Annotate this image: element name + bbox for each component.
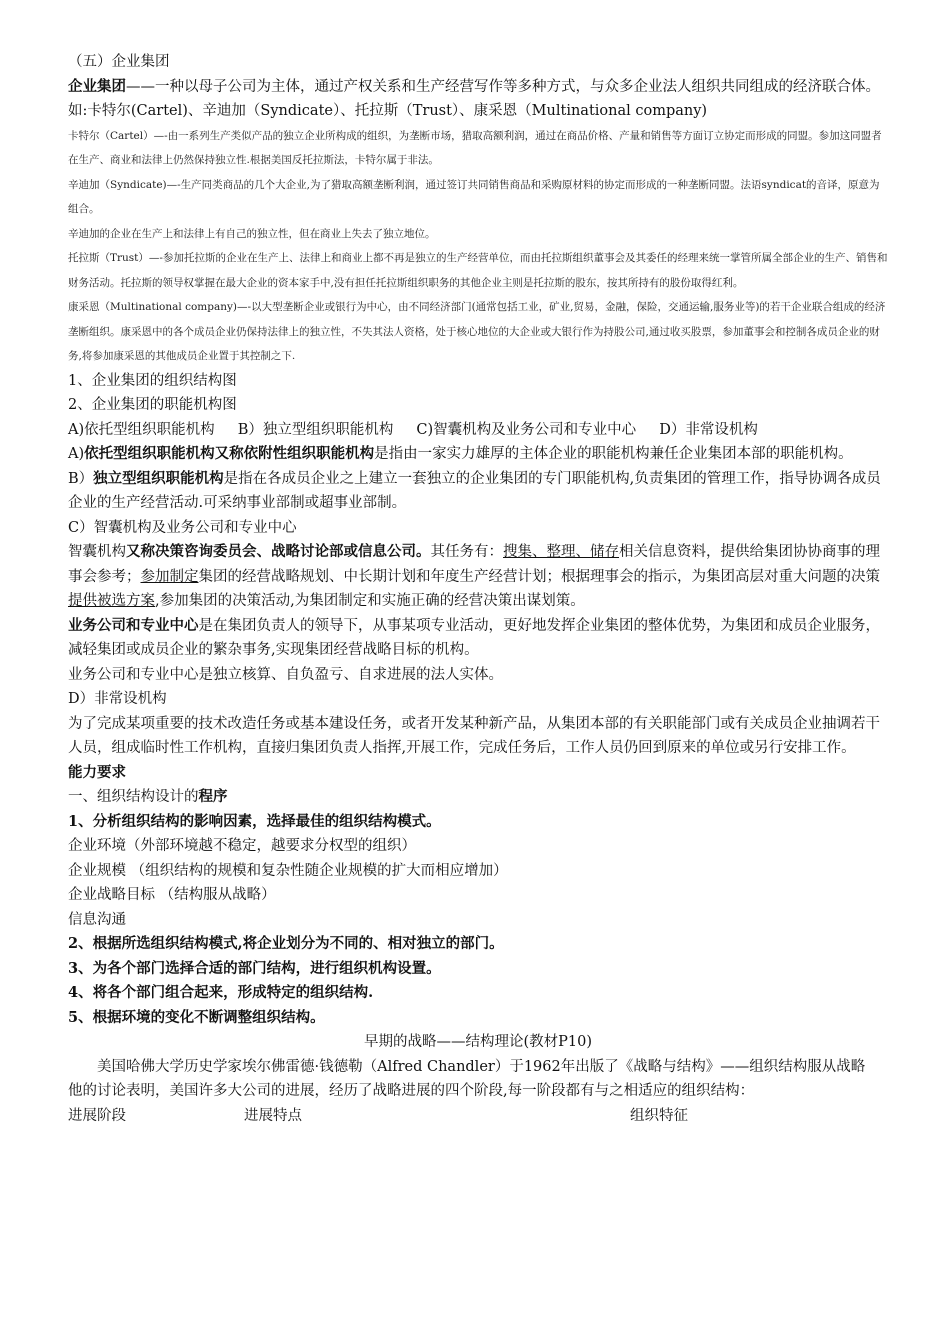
section-d-text: 为了完成某项重要的技术改造任务或基本建设任务，或者开发某种新产品，从集团本部的有关职能部门或有关成员企业抽调若干人员，组成临时性工作机构，直接归集团负责人指挥,开展工作，完成任务后，工作人员仍回到原来的单位或另行安排工作。 — [68, 715, 880, 756]
func-chart-item: 2、企业集团的职能机构图 — [68, 397, 237, 413]
section-title: （五）企业集团 — [68, 54, 170, 70]
factor-strategy: 企业战略目标 （结构服从战略） — [68, 887, 276, 903]
think-tank-tasks-label: 其任务有： — [430, 544, 503, 560]
section-b-prefix: B） — [68, 470, 94, 487]
step-5: 5、根据环境的变化不断调整组织结构。 — [68, 1008, 325, 1026]
business-company-term: 业务公司和专业中心 — [68, 616, 199, 634]
factor-scale: 企业规模 （组织结构的规模和复杂性随企业规模的扩大而相应增加） — [68, 862, 508, 879]
think-tank-paragraph — [68, 540, 888, 614]
option-b: B）独立型组织职能机构 — [237, 421, 394, 438]
think-tank-term: 智囊机构 — [68, 544, 126, 560]
business-company-note: 业务公司和专业中心是独立核算、自负盈亏、自求进展的法人实体。 — [68, 666, 503, 683]
factor-environment: 企业环境（外部环境越不稳定，越要求分权型的组织） — [68, 838, 416, 854]
section-a-paragraph — [68, 442, 888, 467]
step-2: 2、根据所选组织结构模式,将企业划分为不同的、相对独立的部门。 — [68, 935, 504, 952]
syndicate-definition: 辛迪加（Syndicate)—-生产同类商品的几个大企业,为了猎取高额垄断利润，通过签订共同销售商品和采购原材料的协定而形成的一种垄断同盟。法语syndicat的音译，原意为组合。 — [68, 178, 880, 215]
underlined-options: 提供被选方案 — [68, 593, 155, 609]
org-chart-item: 1、企业集团的组织结构图 — [68, 372, 237, 389]
syndicate-note: 辛迪加的企业在生产上和法律上有自己的独立性，但在商业上失去了独立地位。 — [68, 227, 436, 240]
section-c-heading: C）智囊机构及业务公司和专业中心 — [68, 519, 297, 536]
trust-definition: 托拉斯（Trust）—-参加托拉斯的企业在生产上、法律上和商业上都不再是独立的生产经营单位，而由托拉斯组织董事会及其委任的经理来统一掌管所属全部企业的生产、销售和财务活动。托拉斯的领导权掌握在最大企业的资本家手中,没有担任托拉斯组织职务的其他企业主则是托拉斯的股东，按其所持有的股份取得红利。 — [68, 252, 888, 289]
underlined-participate: 参加制定 — [140, 568, 199, 585]
step-4: 4、将各个部门组合起来，形成特定的组织结构. — [68, 984, 374, 1001]
table-header-stage: 进展阶段 — [68, 1107, 126, 1124]
section-b-text: 是指在各成员企业之上建立一套独立的企业集团的专门职能机构,负责集团的管理工作，指导协调各成员企业的生产经营活动.可采纳事业部制或超事业部制。 — [68, 470, 881, 511]
think-tank-text-2: 集团的经营战略规划、中长期计划和年度生产经营计划；根据理事会的指示，为集团高层对重大问题的决策 — [198, 568, 880, 585]
options-line — [68, 418, 888, 443]
intro-text: ——一种以母子公司为主体，通过产权关系和生产经营写作等多种方式，与众多企业法人组织共同组成的经济联合体。如:卡特尔(Cartel)、辛迪加（Syndicate）、托拉斯（Trust）、康采恩（Multinational company) — [68, 78, 880, 119]
section-a-term: 依托型组织职能机构又称依附性组织职能机构 — [84, 445, 375, 462]
think-tank-aliases: 又称决策咨询委员会、战略讨论部或信息公司。 — [126, 543, 431, 560]
step-3: 3、为各个部门选择合适的部门结构，进行组织机构设置。 — [68, 959, 441, 977]
section-b-term: 独立型组织职能机构 — [93, 469, 224, 487]
option-c: C)智囊机构及业务公司和专业中心 — [416, 421, 637, 438]
intro-term: 企业集团 — [68, 77, 126, 95]
section-b-paragraph — [68, 467, 888, 516]
theory-title: 早期的战略——结构理论(教材P10) — [363, 1034, 593, 1050]
section-a-prefix: A) — [68, 446, 85, 462]
table-header-features: 进展特点 — [244, 1107, 302, 1124]
table-header-row — [68, 1104, 888, 1129]
theory-paragraph-2: 他的讨论表明，美国许多大公司的进展，经历了战略进展的四个阶段,每一阶段都有与之相适应的组织结构： — [68, 1083, 755, 1099]
step-1: 1、分析组织结构的影响因素，选择最佳的组织结构模式。 — [68, 812, 441, 830]
section-d-heading: D）非常设机构 — [68, 691, 167, 707]
think-tank-text-1: 相关信息资料，提供给集团协协商事的理事会参考； — [68, 544, 880, 585]
think-tank-text-3: ,参加集团的决策活动,为集团制定和实施正确的经营决策出谋划策。 — [155, 593, 585, 609]
ability-heading: 能力要求 — [68, 763, 126, 781]
factor-communication: 信息沟通 — [68, 911, 126, 928]
intro-paragraph — [68, 75, 888, 124]
konzern-definition: 康采恩（Multinational company)—-以大型垄断企业或银行为中心，由不同经济部门(通常包括工业，矿业,贸易，金融，保险，交通运输,服务业等)的若干企业联合组成的经济垄断组织。康采恩中的各个成员企业仍保持法律上的独立性，不失其法人资格，处于核心地位的大企业或大银行作为持股公司,通过收买股票，参加董事会和控制各成员企业的财务,将参加康采恩的其他成员企业置于其控制之下. — [68, 301, 886, 362]
procedure-heading-text: 一、组织结构设计的 — [68, 789, 199, 805]
business-company-text: 是在集团负责人的领导下，从事某项专业活动，更好地发挥企业集团的整体优势，为集团和成员企业服务，减轻集团或成员企业的繁杂事务,实现集团经营战略目标的机构。 — [68, 617, 880, 658]
theory-paragraph-1: 美国哈佛大学历史学家埃尔佛雷德·钱德勒（Alfred Chandler）于1962年出版了《战略与结构》——组织结构服从战略 — [97, 1058, 866, 1075]
procedure-heading-bold: 程序 — [198, 788, 228, 805]
document-page — [68, 50, 888, 1128]
business-company-paragraph — [68, 614, 888, 663]
option-a: A)依托型组织职能机构 — [68, 421, 215, 438]
cartel-definition: 卡特尔（Cartel）—-由一系列生产类似产品的独立企业所构成的组织，为垄断市场，猎取高额利润，通过在商品价格、产量和销售等方面订立协定而形成的同盟。参加这同盟者在生产、商业和法律上仍然保持独立性.根据美国反托拉斯法，卡特尔属于非法。 — [68, 129, 882, 166]
procedure-heading — [68, 785, 888, 810]
option-d: D）非常设机构 — [659, 421, 758, 438]
underlined-collect: 搜集、整理、储存 — [503, 544, 619, 560]
table-header-org: 组织特征 — [630, 1107, 688, 1124]
section-a-text: 是指由一家实力雄厚的主体企业的职能机构兼任企业集团本部的职能机构。 — [374, 446, 853, 462]
